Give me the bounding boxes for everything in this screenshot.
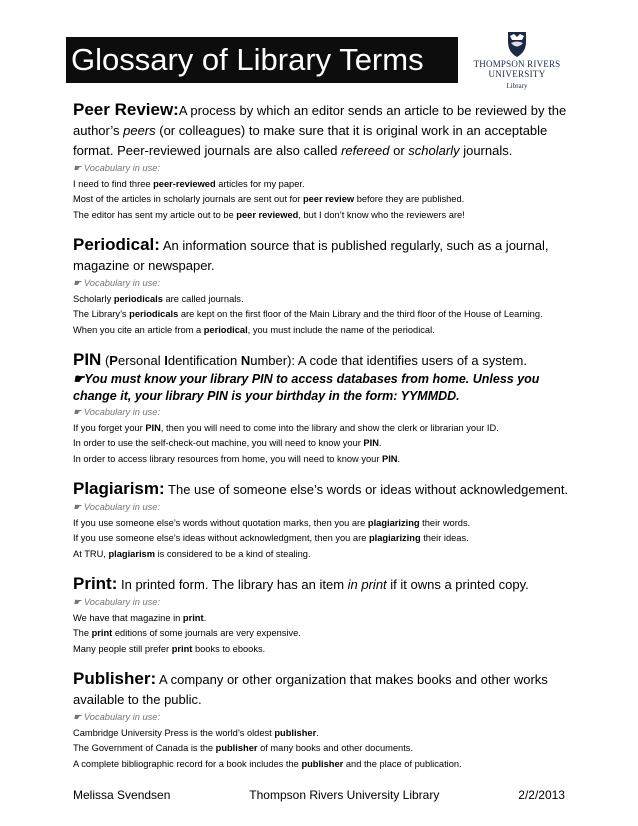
logo-line-3: Library — [506, 82, 528, 90]
entry-heading — [73, 100, 573, 161]
example-segment: PIN — [382, 453, 398, 464]
entry-term: Plagiarism: — [73, 479, 165, 498]
example-segment: The Government of Canada is the — [73, 743, 216, 753]
example-segment: . — [316, 727, 319, 738]
example-segment: If you use someone else’s words without quotation marks, then you are — [73, 517, 368, 528]
example-segment: of many books and other documents. — [257, 743, 414, 753]
vocab-label — [73, 500, 573, 516]
example-segment: print — [91, 628, 113, 638]
entry-heading — [73, 574, 573, 595]
glossary-entry — [73, 479, 573, 562]
entry-heading — [73, 350, 573, 371]
example-segment: The — [73, 628, 92, 638]
pointing-hand-icon: ☛ — [73, 278, 84, 288]
logo-line-2: UNIVERSITY — [488, 69, 546, 79]
example-sentence — [73, 611, 573, 627]
definition-segment: umber): A code that identifies users of a system. — [250, 353, 527, 368]
example-segment: PIN — [363, 438, 379, 448]
example-sentence — [73, 726, 573, 742]
example-segment: . — [397, 453, 401, 464]
footer-org: Thompson Rivers University Library — [249, 788, 440, 802]
vocab-label-text: Vocabulary in use: — [83, 407, 161, 417]
vocab-label-text: Vocabulary in use: — [83, 278, 161, 288]
pointing-hand-icon: ☛ — [73, 502, 84, 512]
vocab-label — [73, 405, 573, 421]
vocab-label-text: Vocabulary in use: — [83, 502, 161, 512]
example-segment: and the place of publication. — [343, 758, 462, 769]
entry-term: Peer Review: — [73, 100, 179, 119]
entry-term: Periodical: — [73, 235, 160, 254]
definition-segment: P — [109, 353, 118, 368]
example-sentence — [73, 547, 573, 563]
example-sentence — [73, 741, 573, 757]
example-sentence — [73, 292, 573, 308]
glossary-entry — [73, 574, 573, 657]
example-segment: In order to access library resources from home, you will need to know your — [73, 453, 382, 464]
entry-term: Publisher: — [73, 669, 157, 688]
example-segment: before they are published. — [354, 194, 465, 204]
example-segment: . — [203, 612, 207, 623]
definition-segment: or — [389, 143, 409, 158]
definition-segment: in print — [347, 577, 387, 592]
pointing-hand-icon: ☛ — [73, 407, 84, 417]
example-sentence — [73, 208, 573, 224]
example-segment: When you cite an article from a — [73, 324, 204, 335]
example-segment: are called journals. — [162, 293, 244, 304]
example-segment: publisher — [301, 758, 344, 769]
definition-segment: refereed — [341, 143, 390, 158]
definition-segment: ersonal — [117, 353, 165, 368]
definition-segment: if it owns a printed copy. — [386, 577, 529, 592]
pointing-hand-icon: ☛ — [73, 163, 84, 173]
example-segment: . — [378, 438, 382, 448]
vocabulary-block — [73, 405, 573, 467]
example-sentence — [73, 516, 573, 532]
example-segment: print — [171, 643, 193, 654]
example-segment: periodical — [203, 324, 248, 335]
footer-date: 2/2/2013 — [518, 788, 565, 802]
example-segment: their words. — [419, 517, 471, 528]
example-segment: , then you will need to come into the library and show the clerk or librarian your ID. — [160, 422, 499, 433]
example-sentence — [73, 307, 573, 323]
example-segment: articles for my paper. — [215, 178, 305, 189]
example-segment: plagiarizing — [367, 517, 420, 528]
example-segment: publisher — [274, 727, 317, 738]
example-segment: peer-reviewed — [153, 178, 216, 189]
example-sentence — [73, 642, 573, 658]
example-segment: The editor has sent my article out to be — [73, 209, 237, 220]
vocab-label — [73, 276, 573, 292]
pointing-hand-icon: ☛ — [73, 712, 84, 722]
example-segment: Most of the articles in scholarly journals are sent out for — [73, 194, 303, 204]
example-segment: , but I don’t know who the reviewers are! — [298, 209, 465, 220]
vocabulary-block — [73, 595, 573, 657]
vocabulary-block — [73, 500, 573, 562]
example-sentence — [73, 757, 573, 773]
entry-term: Print: — [73, 574, 118, 593]
example-segment: The Library’s — [73, 309, 130, 319]
example-segment: Many people still prefer — [73, 643, 172, 654]
vocab-label-text: Vocabulary in use: — [83, 163, 161, 173]
definition-segment: In printed form. The library has an item — [117, 577, 348, 592]
glossary-entry — [73, 669, 573, 772]
definition-segment: peers — [123, 123, 156, 138]
definition-segment: ( — [101, 353, 110, 368]
vocab-label-text: Vocabulary in use: — [83, 712, 161, 722]
vocabulary-block — [73, 276, 573, 338]
example-segment: periodicals — [129, 309, 179, 319]
example-segment: PIN — [145, 422, 161, 433]
example-segment: publisher — [215, 743, 258, 753]
example-segment: If you forget your — [73, 422, 146, 433]
example-segment: editions of some journals are very expensive. — [112, 628, 301, 638]
example-sentence — [73, 192, 573, 208]
entry-term: PIN — [73, 350, 102, 369]
definition-segment: A process by which an editor sends an article to be reviewed by the author’s — [73, 103, 567, 138]
example-segment: books to ebooks. — [192, 643, 266, 654]
entry-note: ☛You must know your library PIN to access databases from home. Unless you change it, your library PIN is your birthday in the form: YYMMDD. — [73, 372, 540, 403]
example-segment: plagiarizing — [368, 533, 421, 543]
footer-author: Melissa Svendsen — [73, 788, 171, 802]
shield-crest-icon — [490, 30, 544, 58]
glossary-entry — [73, 235, 573, 338]
example-sentence — [73, 436, 573, 452]
example-sentence — [73, 626, 573, 642]
definition-segment: A company or other organization that makes books and other works available to the public. — [73, 672, 548, 707]
vocabulary-block — [73, 710, 573, 772]
example-segment: peer review — [302, 194, 355, 204]
example-segment: Scholarly — [73, 293, 114, 304]
example-sentence — [73, 323, 573, 339]
vocab-label — [73, 161, 573, 177]
page-footer — [73, 788, 565, 802]
example-sentence — [73, 177, 573, 193]
example-segment: peer reviewed — [236, 209, 299, 220]
page-title: Glossary of Library Terms — [66, 37, 458, 83]
glossary-entry — [73, 350, 573, 467]
definition-segment: (or colleagues) to make sure that it is original work in an acceptable format. Peer-reviewed journals are also called — [73, 123, 548, 158]
university-logo — [462, 30, 572, 98]
example-segment: print — [182, 612, 204, 623]
definition-segment: An information source that is published regularly, such as a journal, magazine or newspaper. — [73, 238, 549, 273]
definition-segment: I — [164, 353, 168, 368]
example-segment: their ideas. — [420, 533, 469, 543]
example-segment: If you use someone else’s ideas without acknowledgment, then you are — [73, 533, 369, 543]
example-segment: , you must include the name of the periodical. — [247, 324, 435, 335]
example-segment: I need to find three — [73, 178, 154, 189]
example-segment: is considered to be a kind of stealing. — [155, 548, 311, 559]
example-segment: periodicals — [113, 293, 163, 304]
example-sentence — [73, 531, 573, 547]
definition-segment: The use of someone else’s words or ideas without acknowledgement. — [164, 482, 569, 497]
glossary-entries — [73, 100, 573, 784]
definition-segment: N — [240, 353, 251, 368]
example-segment: We have that magazine in — [73, 612, 183, 623]
vocabulary-block — [73, 161, 573, 223]
definition-segment: journals. — [459, 143, 513, 158]
definition-segment: scholarly — [408, 143, 460, 158]
entry-heading — [73, 669, 573, 710]
example-segment: Cambridge University Press is the world’s oldest — [73, 727, 275, 738]
example-sentence — [73, 421, 573, 437]
example-segment: are kept on the first floor of the Main Library and the third floor of the House of Learning. — [178, 309, 543, 319]
vocab-label — [73, 595, 573, 611]
example-segment: In order to use the self-check-out machine, you will need to know your — [73, 438, 364, 448]
example-segment: plagiarism — [108, 548, 155, 559]
entry-heading — [73, 235, 573, 276]
pointing-hand-icon: ☛ — [73, 597, 84, 607]
example-sentence — [73, 452, 573, 468]
entry-heading — [73, 479, 573, 500]
definition-segment: dentification — [167, 353, 241, 368]
example-segment: A complete bibliographic record for a book includes the — [73, 758, 302, 769]
logo-line-1: THOMPSON RIVERS — [473, 59, 561, 69]
glossary-entry — [73, 100, 573, 223]
example-segment: At TRU, — [73, 548, 109, 559]
vocab-label — [73, 710, 573, 726]
vocab-label-text: Vocabulary in use: — [83, 597, 161, 607]
